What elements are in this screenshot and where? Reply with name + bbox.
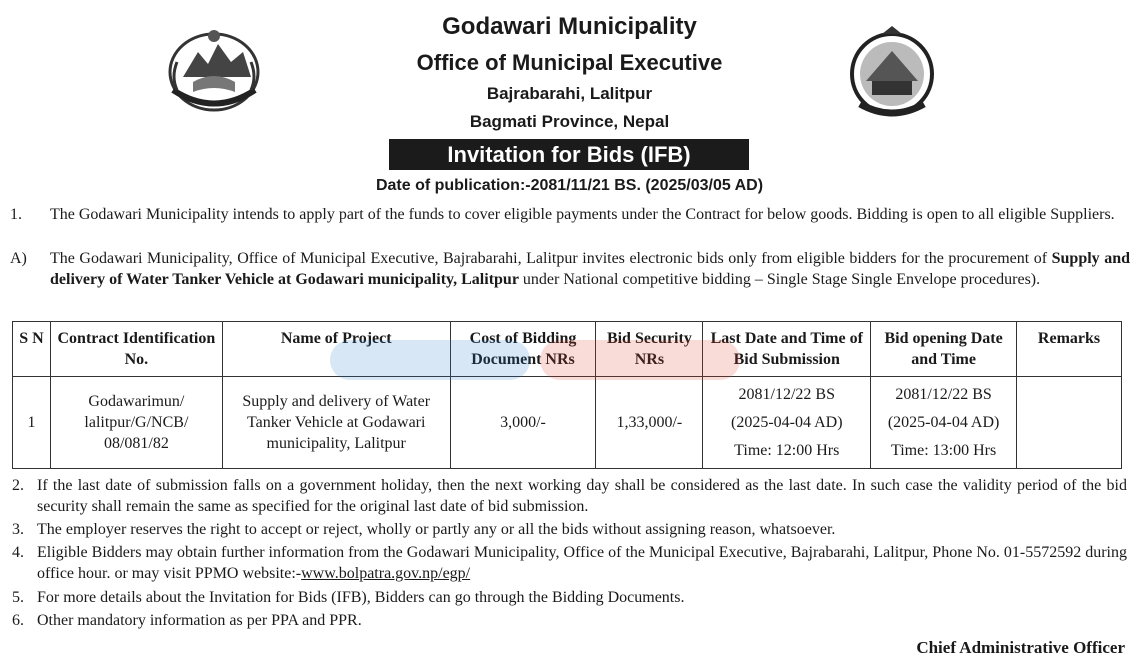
note-text: Eligible Bidders may obtain further information from the Godawari Municipality, Office of the Municipal Executive, Bajrabarahi, Lalitpur, Phone No. 01-5572592 during office hour. or may visit PPMO website:-	[37, 544, 1127, 582]
signer-title: Chief Administrative Officer	[916, 638, 1125, 657]
intro-number: A)	[10, 250, 27, 267]
submission-date: 2081/12/22 BS	[738, 385, 835, 403]
note-5	[12, 587, 1127, 608]
cell-cost: 3,000/-	[450, 377, 596, 469]
intro-item-1	[10, 204, 1130, 225]
cell-contract-id: Godawarimun/ lalitpur/G/NCB/ 08/081/82	[50, 377, 222, 469]
note-text: For more details about the Invitation for Bids (IFB), Bidders can go through the Bidding Documents.	[37, 589, 685, 606]
note-2	[12, 475, 1127, 517]
cell-sn: 1	[13, 377, 51, 469]
cell-opening	[871, 377, 1017, 469]
note-number: 6.	[12, 612, 24, 629]
cell-security: 1,33,000/-	[596, 377, 703, 469]
header-sn: S N	[13, 322, 51, 377]
intro-text-bold: Supply and delivery of Water Tanker Vehicle at Godawari municipality, Lalitpur	[50, 250, 1131, 288]
opening-time: Time: 13:00 Hrs	[891, 441, 997, 459]
ppmo-website-link[interactable]: www.bolpatra.gov.np/egp/	[301, 565, 471, 582]
submission-ad: (2025-04-04 AD)	[730, 413, 843, 431]
header-remarks: Remarks	[1017, 322, 1122, 377]
table-header-row	[13, 322, 1122, 377]
header-contract-id: Contract Identification No.	[50, 322, 222, 377]
intro-text-after: under National competitive bidding – Single Stage Single Envelope procedures).	[518, 271, 1041, 288]
intro-text: The Godawari Municipality intends to apply part of the funds to cover eligible payments under the Contract for below goods. Bidding is open to all eligible Suppliers.	[50, 206, 1115, 223]
intro-text-before: The Godawari Municipality, Office of Municipal Executive, Bajrabarahi, Lalitpur invites electronic bids only from eligible bidders for the procurement of	[50, 250, 1052, 267]
office-title: Office of Municipal Executive	[416, 50, 723, 75]
ifb-banner: Invitation for Bids (IFB)	[389, 139, 749, 170]
header-project: Name of Project	[222, 322, 450, 377]
header-cost: Cost of Bidding Document NRs	[450, 322, 596, 377]
note-6	[12, 610, 1127, 631]
cell-remarks	[1017, 377, 1122, 469]
note-4	[12, 542, 1127, 584]
intro-item-a	[10, 248, 1130, 290]
note-text: The employer reserves the right to accept or reject, wholly or partly any or all the bids without assigning reason, whatsoever.	[37, 521, 836, 538]
opening-date: 2081/12/22 BS	[895, 385, 992, 403]
table-row	[13, 377, 1122, 469]
note-number: 3.	[12, 521, 24, 538]
note-text: Other mandatory information as per PPA and PPR.	[37, 612, 362, 629]
cell-project: Supply and delivery of Water Tanker Vehicle at Godawari municipality, Lalitpur	[222, 377, 450, 469]
note-text: If the last date of submission falls on a government holiday, then the next working day shall be considered as the last date. In such case the validity period of the bid security shall remain the same as specified for the original last date of bid submission.	[37, 477, 1127, 515]
opening-ad: (2025-04-04 AD)	[887, 413, 1000, 431]
submission-time: Time: 12:00 Hrs	[734, 441, 840, 459]
header-opening: Bid opening Date and Time	[871, 322, 1017, 377]
publication-date: Date of publication:-2081/11/21 BS. (2025/03/05 AD)	[375, 177, 764, 194]
address-line-2: Bagmati Province, Nepal	[469, 112, 670, 131]
bid-table	[12, 321, 1122, 469]
note-number: 2.	[12, 477, 24, 494]
municipality-title: Godawari Municipality	[442, 13, 697, 40]
header-security: Bid Security NRs	[596, 322, 703, 377]
note-3	[12, 519, 1127, 540]
address-line-1: Bajrabarahi, Lalitpur	[486, 84, 653, 103]
note-number: 4.	[12, 544, 24, 561]
cell-submission	[703, 377, 871, 469]
header-submission: Last Date and Time of Bid Submission	[703, 322, 871, 377]
note-number: 5.	[12, 589, 24, 606]
intro-number: 1.	[10, 206, 22, 223]
